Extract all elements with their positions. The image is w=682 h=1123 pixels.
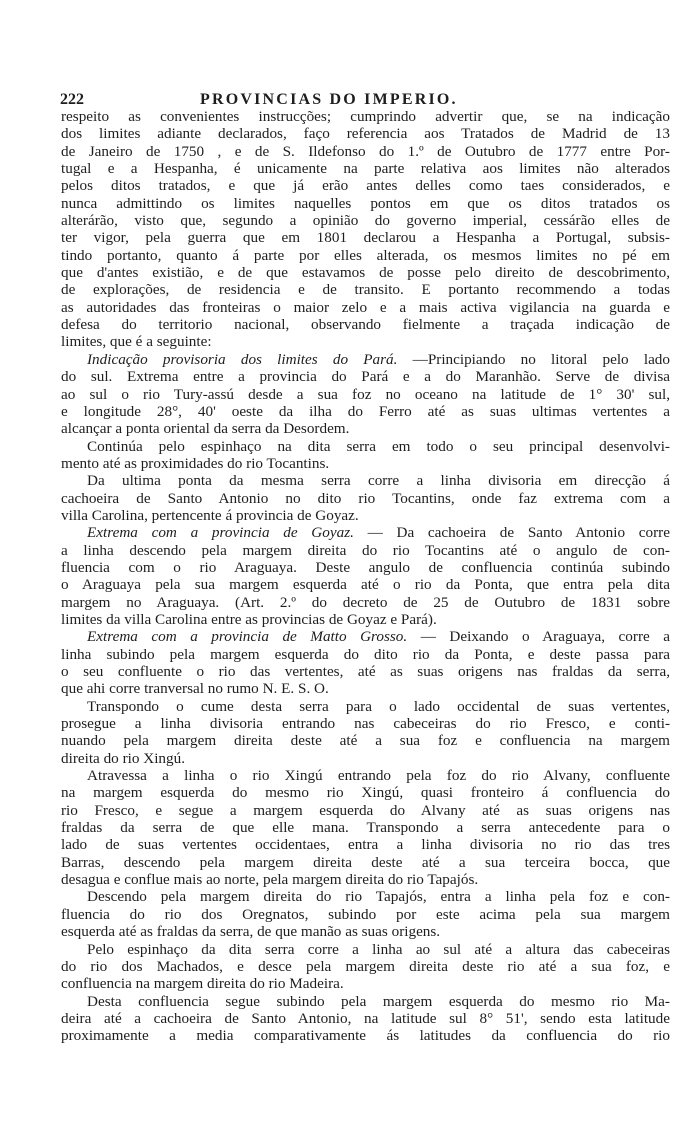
- text-line: [61, 403, 670, 420]
- line-text: fluencia com o rio Araguaya. Deste angulo de confluencia continúa subindo: [61, 558, 670, 576]
- text-line: [61, 767, 670, 784]
- text-line: [61, 160, 670, 177]
- text-line: [61, 420, 670, 437]
- line-text: linha subindo pela margem esquerda do dito rio da Ponta, e deste passa para: [61, 645, 670, 663]
- text-line: [61, 732, 670, 749]
- text-line: [61, 628, 670, 645]
- text-line: [61, 524, 670, 541]
- text-line: [61, 611, 670, 628]
- line-text: respeito as convenientes instrucções; cumprindo advertir que, se na indicação: [61, 108, 670, 125]
- text-line: [61, 559, 670, 576]
- text-line: [61, 576, 670, 593]
- text-line: [61, 264, 670, 281]
- line-text: na margem esquerda do mesmo rio Xingú, quasi fronteiro á confluencia do: [61, 784, 670, 802]
- line-text: e longitude 28°, 40' oeste da ilha do Ferro até as suas ultimas vertentes a: [61, 402, 670, 420]
- line-text: — Da cachoeira de Santo Antonio corre: [353, 524, 670, 542]
- text-line: [61, 229, 670, 246]
- text-line: [61, 542, 670, 559]
- text-line: [61, 975, 670, 992]
- text-line: [61, 386, 670, 403]
- text-line: [61, 750, 670, 767]
- line-text: as autoridades das fronteiras o maior zelo e a mais activa vigilancia na guarda e: [61, 298, 670, 316]
- line-text: Atravessa a linha o rio Xingú entrando pela foz do rio Alvany, confluente: [87, 767, 670, 785]
- text-line: [61, 698, 670, 715]
- text-line: [61, 316, 670, 333]
- text-line: [61, 490, 670, 507]
- line-text: limites, que é a seguinte:: [61, 333, 212, 351]
- line-text: ter vigor, pela guerra que em 1801 declarou a Hespanha a Portugal, subsis-: [61, 229, 670, 247]
- text-line: [61, 993, 670, 1010]
- line-text: villa Carolina, pertencente á provincia de Goyaz.: [61, 506, 359, 524]
- line-text: que d'antes existião, e de que estavamos de posse pelo direito de descobrimento,: [61, 264, 670, 282]
- line-text: tindo portanto, quanto á parte por elles alterada, os mesmos limites no pé em: [61, 246, 670, 264]
- line-text: mento até as proximidades do rio Tocantins.: [61, 454, 330, 472]
- text-line: [61, 594, 670, 611]
- line-text: lado de suas vertentes occidentaes, entra a linha divisoria no rio das tres: [61, 836, 670, 854]
- text-line: [61, 333, 670, 350]
- line-text: nuando pela margem direita deste até a sua foz e confluencia na margem: [61, 732, 670, 750]
- text-line: [61, 888, 670, 905]
- text-line: [61, 1027, 670, 1044]
- line-text: Transpondo o cume desta serra para o lado occidental de suas vertentes,: [87, 697, 670, 715]
- line-text: do sul. Extrema entre a provincia do Pará e a do Maranhão. Serve de divisa: [61, 368, 670, 386]
- text-line: [61, 247, 670, 264]
- line-text: pelos ditos tratados, e que já erão antes delles como taes considerados, e: [61, 177, 670, 195]
- text-line: [61, 715, 670, 732]
- line-text: alcançar a ponta oriental da serra da Desordem.: [61, 420, 350, 438]
- line-text: que ahi corre tranversal no rumo N. E. S. O.: [61, 680, 329, 698]
- line-text: de explorações, de residencia e de transito. E portanto recommendo a todas: [61, 281, 670, 299]
- text-line: [61, 680, 670, 697]
- line-text: esquerda até as fraldas da serra, de que manão as suas origens.: [61, 923, 441, 941]
- text-line: [61, 108, 670, 125]
- text-line: [61, 455, 670, 472]
- line-text: Desta confluencia segue subindo pela margem esquerda do mesmo rio Ma-: [87, 992, 670, 1010]
- running-title: PROVINCIAS DO IMPERIO.: [200, 91, 458, 108]
- line-text: a linha descendo pela margem direita do rio Tocantins até o angulo de con-: [61, 541, 670, 559]
- text-line: [61, 871, 670, 888]
- line-text: deira até a cachoeira de Santo Antonio, na latitude sul 8° 51', sendo esta latitude: [61, 1009, 670, 1027]
- text-line: [61, 195, 670, 212]
- line-text: Descendo pela margem direita do rio Tapajós, entra a linha pela foz e con-: [87, 888, 670, 906]
- line-text: limites da villa Carolina entre as provincias de Goyaz e Pará).: [61, 610, 437, 628]
- line-text: direita do rio Xingú.: [61, 749, 186, 767]
- text-line: [61, 438, 670, 455]
- line-text: o seu confluente o rio das vertentes, até as suas origens nas fraldas da serra,: [61, 663, 670, 680]
- text-line: [61, 958, 670, 975]
- line-text: — Deixando o Araguaya, corre a: [407, 628, 670, 646]
- line-text: prosegue a linha divisoria entrando nas cabeceiras do rio Fresco, e conti-: [61, 715, 670, 733]
- line-text: Continúa pelo espinhaço na dita serra em todo o seu principal desenvolvi-: [87, 437, 670, 455]
- text-line: [61, 177, 670, 194]
- section-heading-italic: Extrema com a provincia de Matto Grosso.: [87, 628, 408, 646]
- text-line: [61, 472, 670, 489]
- line-text: fraldas da serra de que elle mana. Transpondo a serra antecedente para o: [61, 819, 670, 837]
- line-text: alterárão, visto que, segundo a opinião do governo imperial, cessárão elles de: [61, 212, 670, 230]
- text-line: [61, 212, 670, 229]
- text-line: [61, 368, 670, 385]
- text-line: [61, 281, 670, 298]
- line-text: o Araguaya pela sua margem esquerda até o rio da Ponta, que entra pela dita: [61, 576, 670, 594]
- text-line: [61, 906, 670, 923]
- section-heading-italic: Extrema com a provincia de Goyaz.: [87, 524, 354, 542]
- page-number: 222: [60, 91, 84, 108]
- section-heading-italic: Indicação provisoria dos limites do Pará.: [87, 350, 398, 368]
- body-text: [61, 108, 670, 1045]
- line-text: —Principiando no litoral pelo lado: [397, 350, 670, 368]
- line-text: de Janeiro de 1750 , e de S. Ildefonso do 1.º de Outubro de 1777 entre Por-: [61, 142, 670, 160]
- line-text: Barras, descendo pela margem direita deste até a sua terceira bocca, que: [61, 853, 670, 871]
- text-line: [61, 854, 670, 871]
- line-text: defesa do territorio nacional, observando fielmente a traçada indicação de: [61, 316, 670, 334]
- line-text: cachoeira de Santo Antonio no dito rio Tocantins, onde faz extrema com a: [61, 489, 670, 507]
- line-text: ao sul o rio Tury-assú desde a sua foz no oceano na latitude de 1° 30' sul,: [61, 385, 670, 403]
- text-line: [61, 784, 670, 801]
- text-line: [61, 941, 670, 958]
- text-line: [61, 1010, 670, 1027]
- text-line: [61, 802, 670, 819]
- text-line: [61, 663, 670, 680]
- line-text: dos limites adiante declarados, faço referencia aos Tratados de Madrid de 13: [61, 125, 670, 143]
- line-text: nunca admittindo os limites naquelles pontos em que os ditos tratados os: [61, 194, 670, 212]
- line-text: fluencia do rio dos Oregnatos, subindo por este acima pela sua margem: [61, 905, 670, 923]
- line-text: desagua e conflue mais ao norte, pela margem direita do rio Tapajós.: [61, 871, 479, 889]
- line-text: tugal e a Hespanha, é unicamente na parte relativa aos limites não alterados: [61, 160, 670, 178]
- line-text: confluencia na margem direita do rio Madeira.: [61, 975, 344, 993]
- text-line: [61, 646, 670, 663]
- text-line: [61, 299, 670, 316]
- text-line: [61, 819, 670, 836]
- text-line: [61, 836, 670, 853]
- line-text: do rio dos Machados, e desce pela margem direita deste rio até a sua foz, e: [61, 957, 670, 975]
- text-line: [61, 125, 670, 142]
- line-text: proximamente a media comparativamente ás latitudes da confluencia do rio: [61, 1027, 670, 1045]
- text-line: [61, 507, 670, 524]
- line-text: margem no Araguaya. (Art. 2.º do decreto de 25 de Outubro de 1831 sobre: [61, 593, 670, 611]
- text-line: [61, 923, 670, 940]
- text-line: [61, 351, 670, 368]
- line-text: Da ultima ponta da mesma serra corre a linha divisoria em direcção á: [87, 472, 670, 490]
- line-text: Pelo espinhaço da dita serra corre a linha ao sul até a altura das cabeceiras: [87, 940, 670, 958]
- text-line: [61, 143, 670, 160]
- line-text: rio Fresco, e segue a margem esquerda do Alvany até as suas origens nas: [61, 801, 670, 819]
